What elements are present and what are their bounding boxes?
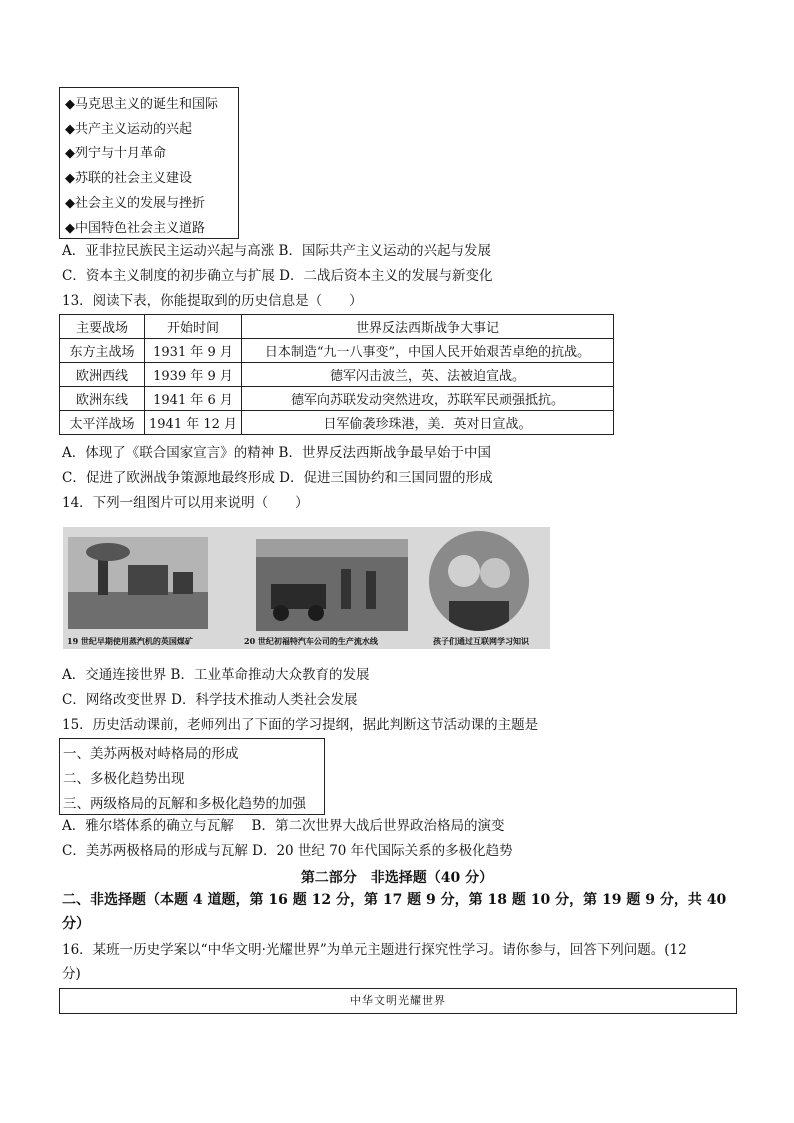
photo-caption: 19 世纪早期使用蒸汽机的英国煤矿	[67, 636, 193, 646]
table-row	[60, 339, 614, 363]
q14-stem: 14．下列一组图片可以用来说明（ ）	[62, 495, 309, 511]
table-header-cell: 开始时间	[145, 315, 242, 339]
photo-caption: 孩子们通过互联网学习知识	[433, 636, 529, 646]
part-two-title: 第二部分 非选择题（40 分）	[300, 870, 494, 886]
table-cell: 1941 年 6 月	[145, 387, 242, 411]
table-cell: 欧洲东线	[60, 387, 145, 411]
table-row	[60, 411, 614, 435]
q16-stem-cont: 分)	[62, 966, 81, 982]
q12-options-ab: A．亚非拉民族民主运动兴起与高涨 B．国际共产主义运动的兴起与发展	[62, 243, 491, 259]
table-cell: 德军闪击波兰，英、法被迫宣战。	[242, 363, 614, 387]
table-cell: 1939 年 9 月	[145, 363, 242, 387]
topic-item: ◆中国特色社会主义道路	[65, 221, 205, 236]
photo-caption: 20 世纪初福特汽车公司的生产流水线	[244, 636, 378, 646]
q14-options-cd: C．网络改变世界 D．科学技术推动人类社会发展	[62, 692, 358, 708]
outline-item: 一、美苏两极对峙格局的形成	[63, 746, 239, 762]
q14-options-ab: A．交通连接世界 B．工业革命推动大众教育的发展	[62, 667, 370, 683]
outline-item: 三、两级格局的瓦解和多极化趋势的加强	[63, 796, 306, 812]
table-cell: 1941 年 12 月	[145, 411, 242, 435]
q12-options-cd: C．资本主义制度的初步确立与扩展 D．二战后资本主义的发展与新变化	[62, 268, 493, 284]
q15-options-ab: A．雅尔塔体系的确立与瓦解 B．第二次世界大战后世界政治格局的演变	[62, 818, 505, 834]
outline-item: 二、多极化趋势出现	[63, 771, 185, 787]
table-cell: 太平洋战场	[60, 411, 145, 435]
topic-item: ◆社会主义的发展与挫折	[65, 196, 205, 211]
table-cell: 德军向苏联发动突然进攻，苏联军民顽强抵抗。	[242, 387, 614, 411]
q13-options-cd: C．促进了欧洲战争策源地最终形成 D．促进三国协约和三国同盟的形成	[62, 470, 493, 486]
table-cell: 日军偷袭珍珠港，美．英对日宣战。	[242, 411, 614, 435]
part-two-heading: 二、非选择题（本题 4 道题，第 16 题 12 分，第 17 题 9 分，第 18 题 10 分，第 19 题 9 分，共 40	[62, 892, 727, 908]
part-two-heading-cont: 分）	[62, 916, 90, 932]
topic-list-box	[59, 87, 239, 239]
topic-item: ◆苏联的社会主义建设	[65, 171, 192, 186]
q15-stem: 15．历史活动课前，老师列出了下面的学习提纲，据此判断这节活动课的主题是	[62, 717, 539, 733]
q15-options-cd: C．美苏两极格局的形成与瓦解 D．20 世纪 70 年代国际关系的多极化趋势	[62, 843, 513, 859]
q13-stem: 13．阅读下表，你能提取到的历史信息是（ ）	[62, 293, 363, 309]
table-header-cell: 世界反法西斯战争大事记	[242, 315, 614, 339]
photo-strip	[63, 527, 550, 649]
table-row	[60, 363, 614, 387]
unit-theme-box: 中华文明光耀世界	[59, 988, 737, 1014]
table-row	[60, 387, 614, 411]
topic-item: ◆共产主义运动的兴起	[65, 122, 192, 137]
table-cell: 1931 年 9 月	[145, 339, 242, 363]
war-events-table	[59, 314, 614, 435]
table-cell: 欧洲西线	[60, 363, 145, 387]
assembly-line-photo	[256, 539, 408, 631]
q16-stem: 16．某班一历史学案以“中华文明·光耀世界”为单元主题进行探究性学习。请你参与，回答下列问题。(12	[62, 942, 687, 958]
topic-item: ◆列宁与十月革命	[65, 146, 166, 161]
table-header-row	[60, 315, 614, 339]
q13-options-ab: A．体现了《联合国家宣言》的精神 B．世界反法西斯战争最早始于中国	[62, 445, 491, 461]
table-cell: 日本制造“九一八事变”，中国人民开始艰苦卓绝的抗战。	[242, 339, 614, 363]
coal-mine-photo	[68, 537, 208, 629]
children-internet-photo	[429, 531, 529, 631]
table-header-cell: 主要战场	[60, 315, 145, 339]
table-cell: 东方主战场	[60, 339, 145, 363]
study-outline-box	[59, 738, 325, 815]
topic-item: ◆马克思主义的诞生和国际	[65, 97, 218, 112]
